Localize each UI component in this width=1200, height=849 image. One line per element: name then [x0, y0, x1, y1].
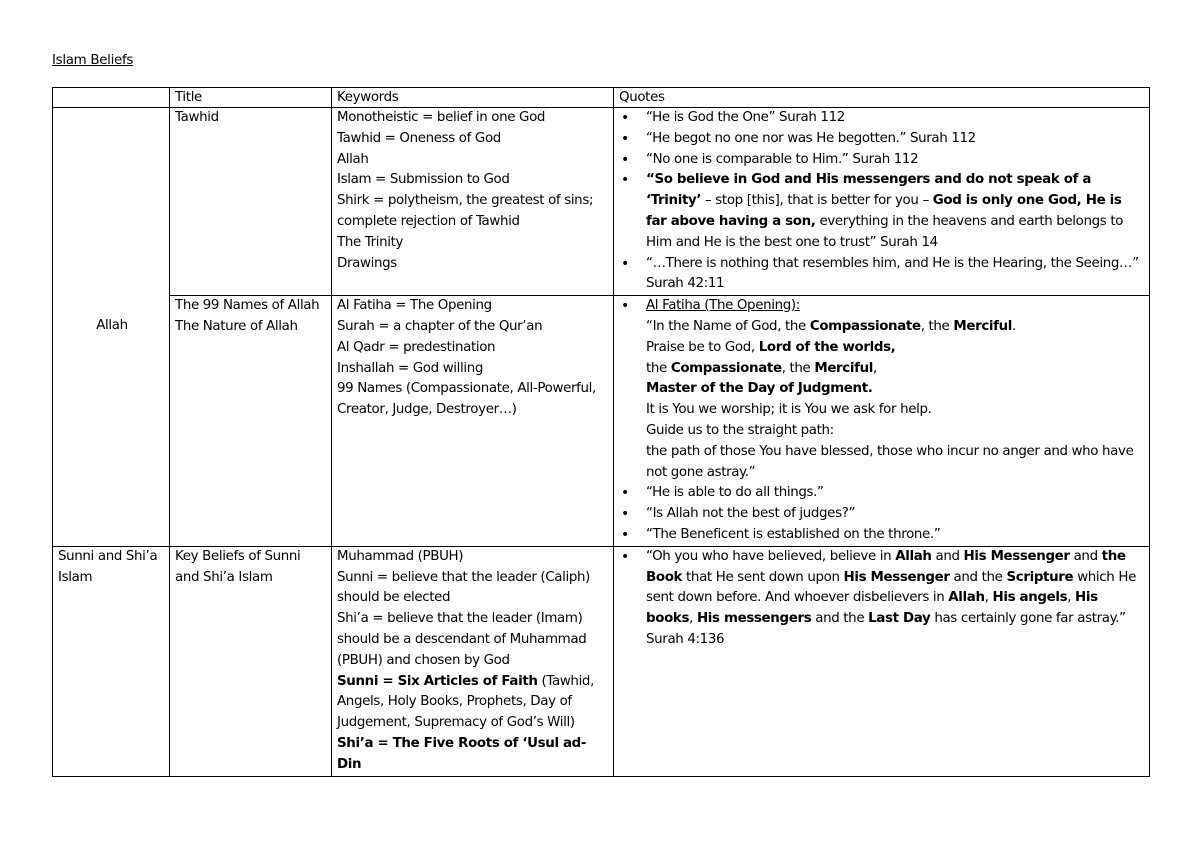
- table-row-tawhid: [53, 108, 1150, 296]
- fatiha-line: the path of those You have blessed, those who incur no anger and who have not gone astray.”: [646, 443, 1134, 480]
- fatiha-line: Master of the Day of Judgment.: [646, 381, 873, 397]
- keyword-item: Shi’a = believe that the leader (Imam) should be a descendant of Muhammad (PBUH) and chosen by God: [337, 611, 587, 668]
- keyword-item: Tawhid = Oneness of God: [337, 130, 501, 146]
- quotes-list: [619, 108, 1146, 295]
- fatiha-line: “In the Name of God, the Compassionate, the Merciful.: [646, 318, 1016, 334]
- table-row-99-names: [53, 296, 1150, 547]
- keywords-cell: [332, 546, 614, 776]
- keyword-item: Islam = Submission to God: [337, 172, 510, 188]
- document-title: Islam Beliefs: [52, 53, 134, 68]
- title-cell: [170, 296, 332, 547]
- category-allah: Allah: [53, 108, 170, 547]
- keyword-item: Sunni = Six Articles of Faith (Tawhid, Angels, Holy Books, Prophets, Day of Judgement, Supremacy of God’s Will): [337, 673, 594, 731]
- header-keywords: Keywords: [332, 88, 614, 108]
- fatiha-line: the Compassionate, the Merciful,: [646, 360, 877, 376]
- quotes-cell: [614, 108, 1150, 296]
- quote-item: • “Is Allah not the best of judges?”: [619, 504, 1146, 525]
- header-title: Title: [170, 88, 332, 108]
- quote-item: • “No one is comparable to Him.” Surah 112: [619, 150, 1146, 171]
- fatiha-heading: • Al Fatiha (The Opening):: [646, 298, 800, 314]
- quotes-cell: [614, 296, 1150, 547]
- quote-item: • “He is God the One” Surah 112: [619, 108, 1146, 129]
- keyword-item: Surah = a chapter of the Qur’an: [337, 318, 543, 334]
- title-text: Tawhid: [175, 110, 219, 125]
- title-cell: [170, 108, 332, 296]
- table-header-row: [53, 88, 1150, 108]
- quotes-list: [619, 296, 1146, 546]
- keyword-item: The Trinity: [337, 234, 404, 250]
- keyword-item: Al Fatiha = The Opening: [337, 298, 492, 314]
- quote-item: • “So believe in God and His messengers and do not speak of a ‘Trinity’ – stop [this], that is better for you – God is only one God, He is far above having a son, everything in the heavens and earth belongs to Him and He is the best one to trust” Surah 14: [619, 170, 1146, 253]
- fatiha-line: Praise be to God, Lord of the worlds,: [646, 339, 896, 355]
- keyword-item: Drawings: [337, 255, 397, 271]
- keyword-item: Inshallah = God willing: [337, 360, 484, 376]
- keyword-item: 99 Names (Compassionate, All-Powerful, Creator, Judge, Destroyer…): [337, 381, 596, 418]
- fatiha-quote: [619, 296, 1146, 483]
- quote-item: • “The Beneficent is established on the throne.”: [619, 525, 1146, 546]
- fatiha-line: Guide us to the straight path:: [646, 422, 834, 438]
- title-text: The Nature of Allah: [175, 318, 298, 334]
- table-row-sunni-shia: [53, 546, 1150, 776]
- header-category: [53, 88, 170, 108]
- quote-item: • “He begot no one nor was He begotten.” Surah 112: [619, 129, 1146, 150]
- fatiha-line: It is You we worship; it is You we ask for help.: [646, 402, 932, 418]
- keyword-item: Allah: [337, 151, 369, 167]
- beliefs-table: [52, 87, 1150, 777]
- keyword-item: Shi’a = The Five Roots of ‘Usul ad-Din: [337, 735, 587, 772]
- keyword-item: Muhammad (PBUH): [337, 548, 464, 564]
- quote-item: • “…There is nothing that resembles him, and He is the Hearing, the Seeing…” Surah 42:11: [619, 254, 1146, 296]
- keyword-item: Shirk = polytheism, the greatest of sins; complete rejection of Tawhid: [337, 193, 594, 229]
- quote-item: • “He is able to do all things.”: [619, 483, 1146, 504]
- keyword-item: Monotheistic = belief in one God: [337, 110, 546, 125]
- category-sunni-shia: Sunni and Shi’a Islam: [53, 546, 170, 776]
- quotes-list: [619, 547, 1146, 651]
- title-text: Key Beliefs of Sunni and Shi’a Islam: [175, 548, 301, 585]
- header-quotes: Quotes: [614, 88, 1150, 108]
- title-cell: [170, 546, 332, 776]
- quote-item: • “Oh you who have believed, believe in Allah and His Messenger and the Book that He sent down upon His Messenger and the Scripture which He sent down before. And whoever disbelievers in Allah, His angels, His books, His messengers and the Last Day has certainly gone far astray.” Surah 4:136: [619, 547, 1146, 651]
- title-text: The 99 Names of Allah: [175, 298, 320, 314]
- keyword-item: Sunni = believe that the leader (Caliph) should be elected: [337, 569, 591, 606]
- keyword-item: Al Qadr = predestination: [337, 339, 496, 355]
- keywords-cell: [332, 296, 614, 547]
- quotes-cell: [614, 546, 1150, 776]
- keywords-cell: [332, 108, 614, 296]
